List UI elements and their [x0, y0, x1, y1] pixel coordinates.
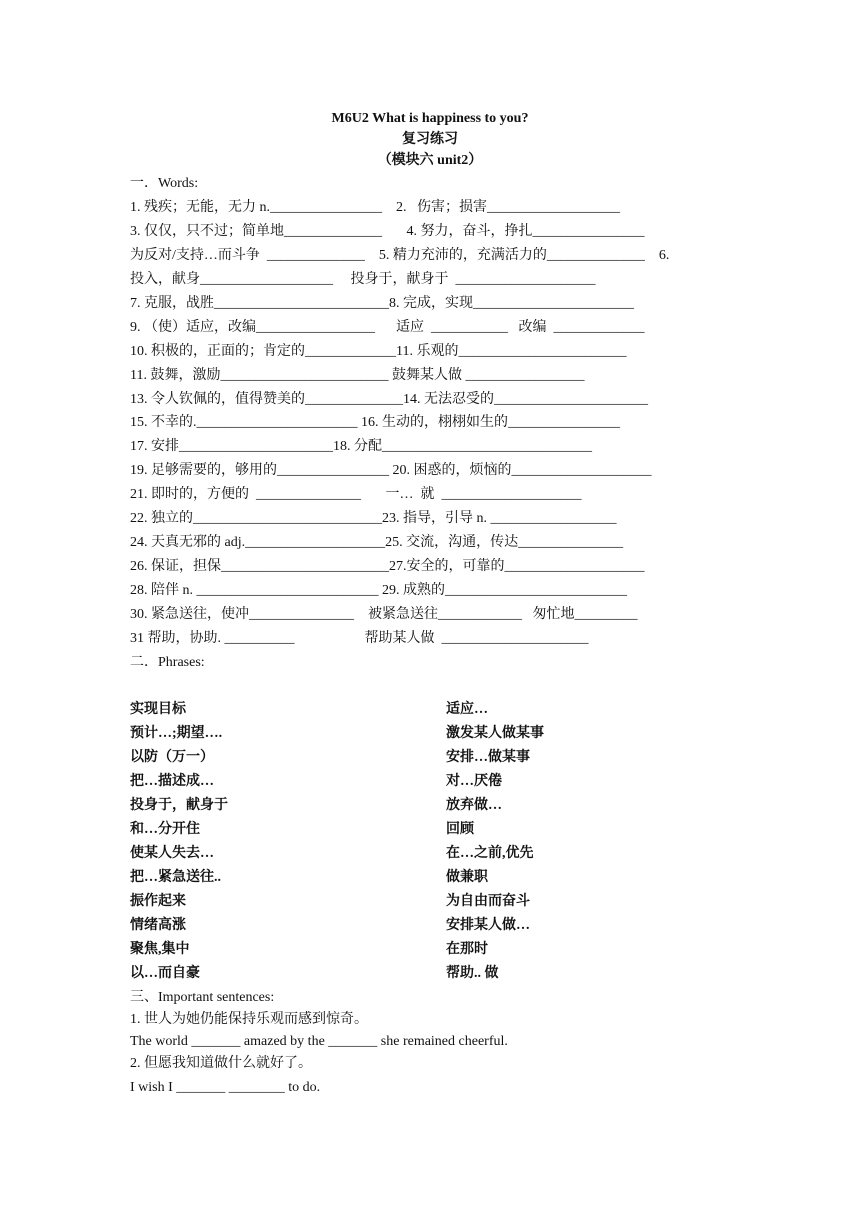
- words-line: 30. 紧急送往，使冲_______________ 被紧急送往____________ 匆忙地_________: [130, 607, 638, 622]
- words-line: 13. 令人钦佩的，值得赞美的______________14. 无法忍受的______________________: [130, 392, 648, 407]
- phrase-item: 安排…做某事: [446, 750, 530, 765]
- section-sentences-heading: 三、Important sentences:: [130, 990, 275, 1005]
- page-title: M6U2 What is happiness to you?: [331, 111, 529, 126]
- words-line: 为反对/支持…而斗争 ______________ 5. 精力充沛的，充满活力的______________ 6.: [130, 248, 670, 263]
- words-line: 11. 鼓舞，激励________________________ 鼓舞某人做 _________________: [130, 368, 585, 383]
- words-line: 17. 安排______________________18. 分配______________________________: [130, 439, 592, 454]
- page-module-label: （模块六 unit2）: [377, 153, 483, 168]
- phrase-item: 回顾: [446, 822, 474, 837]
- words-line: 1. 残疾；无能，无力 n.________________ 2. 伤害；损害___________________: [130, 200, 620, 215]
- section-words-heading: 一．Words:: [130, 176, 199, 191]
- words-line: 9. （使）适应，改编_________________ 适应 ___________ 改编 _____________: [130, 320, 645, 335]
- sentence-line: 2. 但愿我知道做什么就好了。: [130, 1056, 312, 1071]
- title-block: [0, 108, 860, 171]
- phrase-item: 聚焦,集中: [130, 942, 190, 957]
- words-line: 3. 仅仅，只不过；简单地______________ 4. 努力，奋斗，挣扎________________: [130, 224, 645, 239]
- sentence-line: The world _______ amazed by the _______ she remained cheerful.: [130, 1034, 508, 1049]
- phrase-item: 把…描述成…: [130, 774, 214, 789]
- phrase-item: 投身于，献身于: [130, 798, 228, 813]
- phrase-item: 做兼职: [446, 870, 488, 885]
- phrase-item: 预计…;期望….: [130, 726, 223, 741]
- phrase-item: 振作起来: [130, 894, 186, 909]
- phrase-item: 以…而自豪: [130, 966, 200, 981]
- phrase-item: 安排某人做…: [446, 918, 530, 933]
- sentence-line: 1. 世人为她仍能保持乐观而感到惊奇。: [130, 1012, 368, 1027]
- words-line: 19. 足够需要的，够用的________________ 20. 困惑的，烦恼的____________________: [130, 463, 652, 478]
- phrase-item: 以防（万一）: [130, 750, 214, 765]
- phrase-item: 情绪高涨: [130, 918, 186, 933]
- words-line: 24. 天真无邪的 adj.____________________25. 交流，沟通，传达_______________: [130, 535, 624, 550]
- words-line: 10. 积极的，正面的；肯定的_____________11. 乐观的________________________: [130, 344, 627, 359]
- words-line: 26. 保证，担保________________________27.安全的，可靠的____________________: [130, 559, 645, 574]
- phrase-item: 帮助.. 做: [446, 966, 499, 981]
- phrase-item: 对…厌倦: [446, 774, 502, 789]
- sentence-line: I wish I _______ ________ to do.: [130, 1080, 321, 1095]
- section-phrases-heading: 二．Phrases:: [130, 655, 205, 670]
- words-line: 31 帮助，协助. __________ 帮助某人做 _____________________: [130, 631, 589, 646]
- phrase-item: 在…之前,优先: [446, 846, 534, 861]
- phrase-item: 适应…: [446, 702, 488, 717]
- phrase-item: 激发某人做某事: [446, 726, 544, 741]
- words-line: 22. 独立的___________________________23. 指导，引导 n. __________________: [130, 511, 617, 526]
- phrase-item: 使某人失去…: [130, 846, 214, 861]
- words-line: 28. 陪伴 n. __________________________ 29. 成熟的__________________________: [130, 583, 627, 598]
- words-line: 21. 即时的，方便的 _______________ 一… 就 ____________________: [130, 487, 582, 502]
- words-line: 7. 克服，战胜_________________________8. 完成，实现_______________________: [130, 296, 634, 311]
- phrase-item: 实现目标: [130, 702, 186, 717]
- phrase-item: 为自由而奋斗: [446, 894, 530, 909]
- phrase-item: 和…分开住: [130, 822, 200, 837]
- words-line: 投入，献身___________________ 投身于，献身于 ____________________: [130, 272, 596, 287]
- words-line: 15. 不幸的._______________________ 16. 生动的，栩栩如生的________________: [130, 415, 620, 430]
- phrase-item: 在那时: [446, 942, 488, 957]
- page-subtitle: 复习练习: [402, 132, 458, 147]
- phrase-item: 放弃做…: [446, 798, 502, 813]
- phrase-item: 把…紧急送往..: [130, 870, 221, 885]
